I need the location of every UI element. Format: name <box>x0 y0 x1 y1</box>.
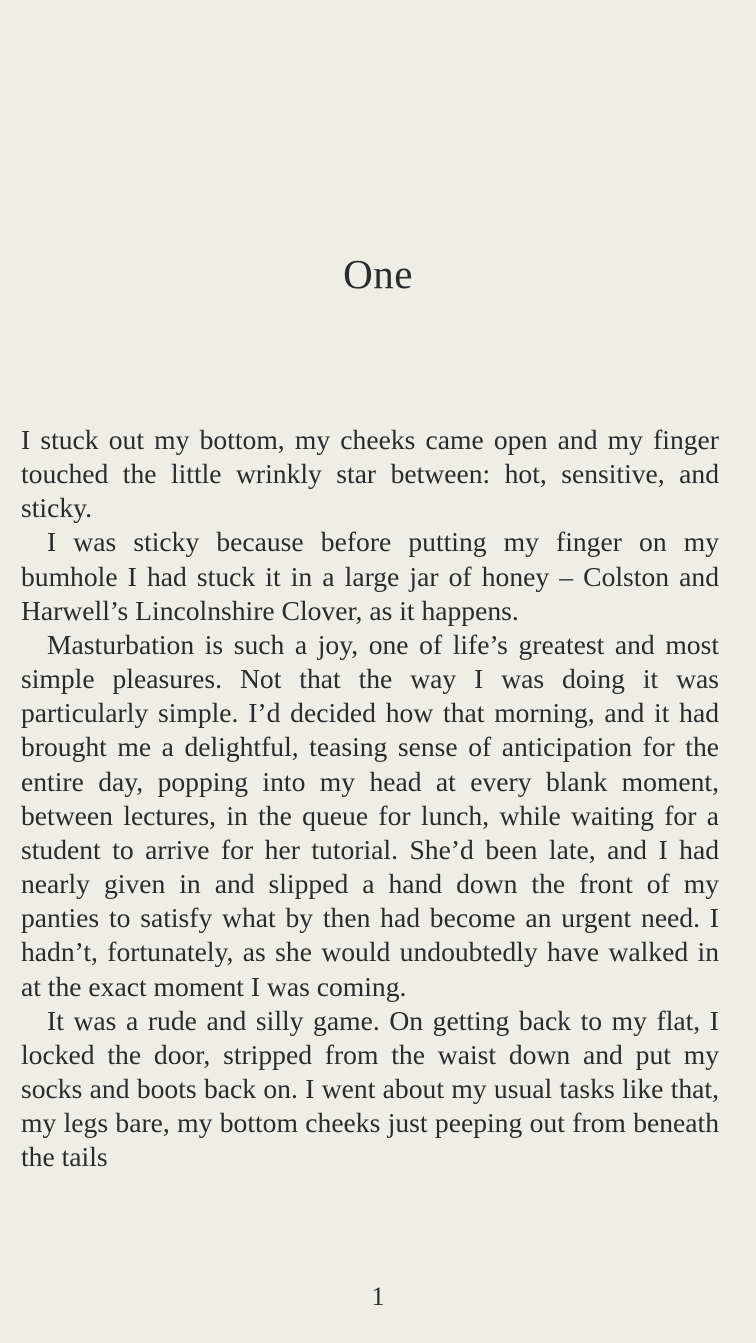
paragraph: I stuck out my bottom, my cheeks came open and my finger touched the little wrinkly star between: hot, sensitive, and sticky. <box>21 424 719 524</box>
paragraph: Masturbation is such a joy, one of life’s greatest and most simple pleasures. Not that the way I was doing it was particularly simple. I’d decided how that morning, and it had brought me a delightful, teasing sense of anticipation for the entire day, popping into my head at every blank moment, between lectures, in the queue for lunch, while waiting for a student to arrive for her tutorial. She’d been late, and I had nearly given in and slipped a hand down the front of my panties to satisfy what by then had become an urgent need. I hadn’t, fortunately, as she would undoubtedly have walked in at the exact moment I was coming. <box>21 628 719 1002</box>
paragraph: I was sticky because before putting my finger on my bumhole I had stuck it in a large jar of honey – Colston and Harwell’s Lincolnshire Clover, as it happens. <box>21 526 719 626</box>
paragraph: It was a rude and silly game. On getting back to my flat, I locked the door, stripped from the waist down and put my socks and boots back on. I went about my usual tasks like that, my legs bare, my bottom cheeks just peeping out from beneath the tails <box>21 1004 719 1173</box>
chapter-title: One <box>343 251 413 297</box>
page-number: 1 <box>371 1282 385 1311</box>
chapter-body <box>21 423 719 1174</box>
